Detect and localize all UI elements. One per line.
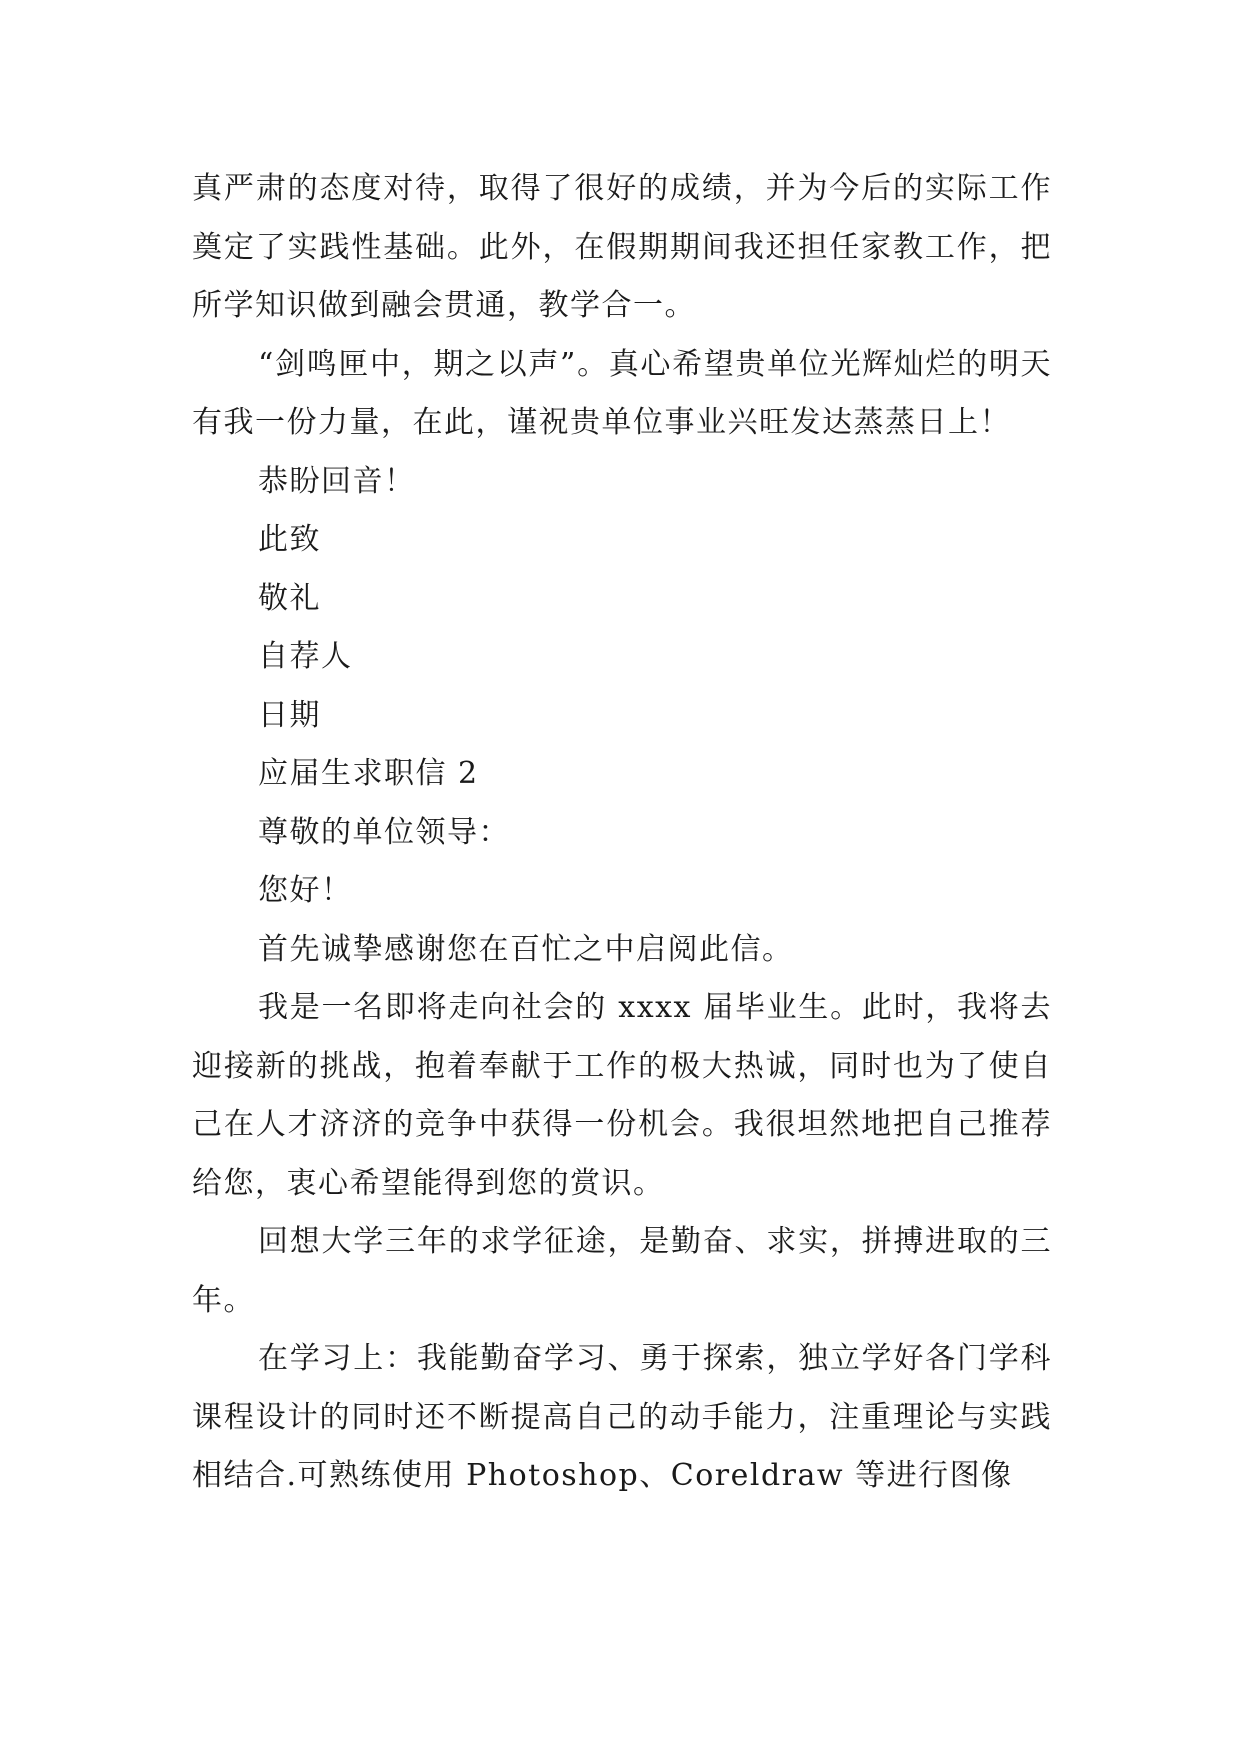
paragraph-salutation-close: 此致 <box>258 522 321 557</box>
paragraph-date: 日期 <box>258 697 321 733</box>
paragraph-closing-wish: “剑鸣匣中，期之以声”。真心希望贵单位光辉灿烂的明天有我一份力量，在此，谨祝贵单位事业兴旺发达蒸蒸日上！ <box>192 346 1052 440</box>
paragraph-hello: 您好！ <box>258 873 353 908</box>
paragraph-thanks: 首先诚挚感谢您在百忙之中启阅此信。 <box>258 931 794 967</box>
paragraph-university-review: 回想大学三年的求学征途，是勤奋、求实，拼搏进取的三年。 <box>192 1224 1052 1318</box>
paragraph-continuation: 真严肃的态度对待，取得了很好的成绩，并为今后的实际工作奠定了实践性基础。此外，在假期期间我还担任家教工作，把所学知识做到融会贯通，教学合一。 <box>192 171 1052 323</box>
paragraph-study: 在学习上：我能勤奋学习、勇于探索，独立学好各门学科课程设计的同时还不断提高自己的动手能力，注重理论与实践相结合.可熟练使用 Photoshop、Coreldraw 等进行图像 <box>192 1341 1052 1493</box>
paragraph-await-reply: 恭盼回音！ <box>258 463 416 499</box>
paragraph-regards: 敬礼 <box>258 580 321 616</box>
paragraph-signer: 自荐人 <box>258 639 353 674</box>
paragraph-introduction: 我是一名即将走向社会的 xxxx 届毕业生。此时，我将去迎接新的挑战，抱着奉献于工作的极大热诚，同时也为了使自己在人才济济的竞争中获得一份机会。我很坦然地把自己推荐给您，衷心希望能得到您的赏识。 <box>192 990 1052 1201</box>
letter-body <box>192 160 1052 1506</box>
paragraph-greeting: 尊敬的单位领导： <box>258 814 510 850</box>
section-heading: 应届生求职信 2 <box>258 756 479 791</box>
